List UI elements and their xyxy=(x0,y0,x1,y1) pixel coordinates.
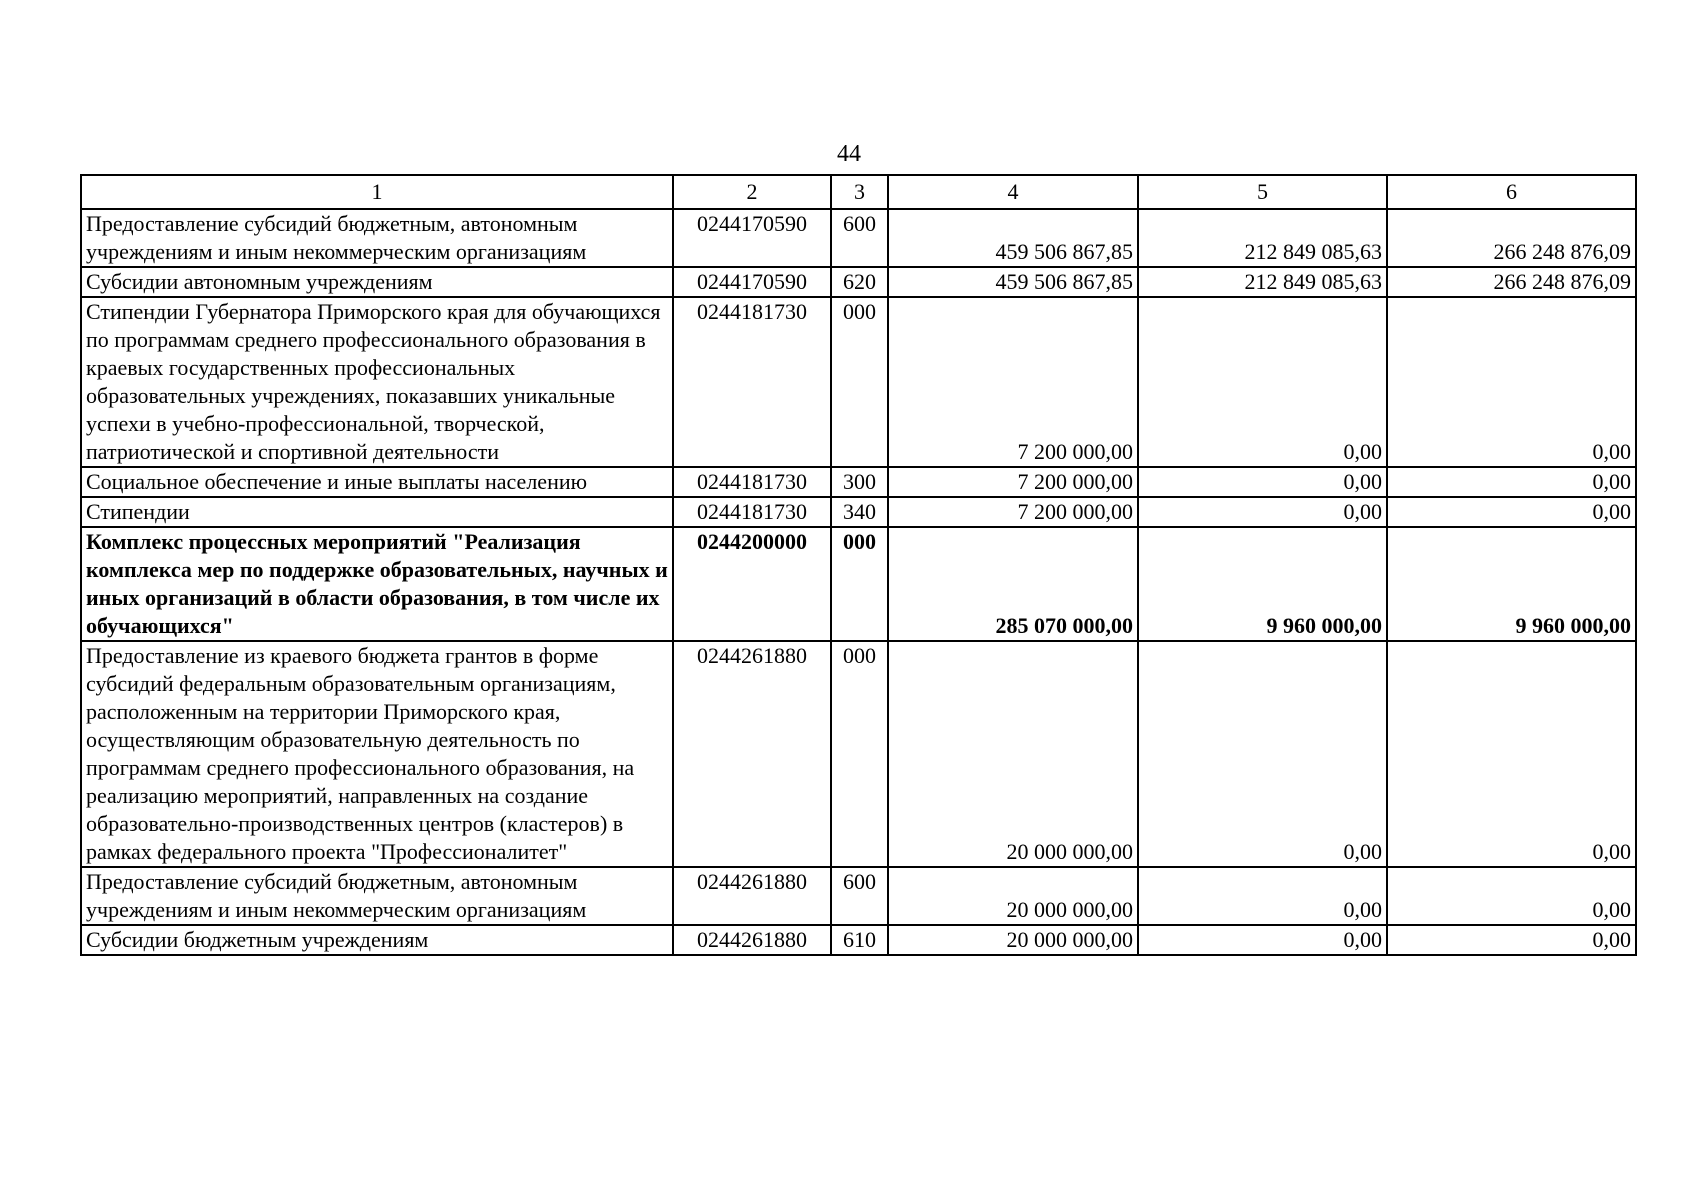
cell-amount-col5: 0,00 xyxy=(1138,867,1387,925)
cell-name: Стипендии Губернатора Приморского края для обучающихся по программам среднего профессионального образования в краевых государственных профессиональных образовательных учреждениях, показавших уникальные успехи в учебно-профессиональной, творческой, патриотической и спортивной деятельности xyxy=(81,297,673,467)
header-cell: 6 xyxy=(1387,175,1636,209)
cell-amount-col4: 7 200 000,00 xyxy=(888,297,1138,467)
cell-name: Предоставление субсидий бюджетным, автономным учреждениям и иным некоммерческим организациям xyxy=(81,209,673,267)
cell-amount-col6: 9 960 000,00 xyxy=(1387,527,1636,641)
cell-expense-type: 600 xyxy=(831,209,888,267)
header-cell: 5 xyxy=(1138,175,1387,209)
budget-table xyxy=(80,174,1637,956)
cell-amount-col6: 0,00 xyxy=(1387,297,1636,467)
cell-amount-col4: 20 000 000,00 xyxy=(888,641,1138,867)
cell-amount-col5: 212 849 085,63 xyxy=(1138,267,1387,297)
cell-amount-col4: 20 000 000,00 xyxy=(888,925,1138,955)
cell-amount-col6: 0,00 xyxy=(1387,867,1636,925)
cell-expense-type: 300 xyxy=(831,467,888,497)
cell-amount-col6: 0,00 xyxy=(1387,497,1636,527)
cell-code: 0244200000 xyxy=(673,527,831,641)
cell-code: 0244181730 xyxy=(673,467,831,497)
cell-name: Комплекс процессных мероприятий "Реализация комплекса мер по поддержке образовательных, научных и иных организаций в области образования, в том числе их обучающихся" xyxy=(81,527,673,641)
cell-code: 0244261880 xyxy=(673,641,831,867)
cell-expense-type: 000 xyxy=(831,527,888,641)
cell-code: 0244170590 xyxy=(673,209,831,267)
cell-expense-type: 000 xyxy=(831,297,888,467)
cell-expense-type: 340 xyxy=(831,497,888,527)
cell-amount-col4: 459 506 867,85 xyxy=(888,209,1138,267)
table-row xyxy=(81,925,1636,955)
cell-code: 0244261880 xyxy=(673,925,831,955)
table-row xyxy=(81,267,1636,297)
cell-name: Стипендии xyxy=(81,497,673,527)
cell-code: 0244170590 xyxy=(673,267,831,297)
header-cell: 2 xyxy=(673,175,831,209)
cell-amount-col6: 266 248 876,09 xyxy=(1387,209,1636,267)
cell-amount-col5: 0,00 xyxy=(1138,467,1387,497)
cell-amount-col6: 266 248 876,09 xyxy=(1387,267,1636,297)
cell-expense-type: 600 xyxy=(831,867,888,925)
cell-amount-col4: 7 200 000,00 xyxy=(888,467,1138,497)
cell-amount-col4: 285 070 000,00 xyxy=(888,527,1138,641)
cell-amount-col5: 0,00 xyxy=(1138,925,1387,955)
cell-amount-col6: 0,00 xyxy=(1387,467,1636,497)
cell-expense-type: 000 xyxy=(831,641,888,867)
header-cell: 4 xyxy=(888,175,1138,209)
cell-amount-col5: 0,00 xyxy=(1138,297,1387,467)
cell-amount-col5: 0,00 xyxy=(1138,497,1387,527)
table-row xyxy=(81,497,1636,527)
table-row xyxy=(81,209,1636,267)
cell-name: Субсидии бюджетным учреждениям xyxy=(81,925,673,955)
cell-amount-col5: 0,00 xyxy=(1138,641,1387,867)
cell-name: Субсидии автономным учреждениям xyxy=(81,267,673,297)
table-header-row xyxy=(81,175,1636,209)
cell-expense-type: 610 xyxy=(831,925,888,955)
cell-amount-col4: 459 506 867,85 xyxy=(888,267,1138,297)
cell-code: 0244261880 xyxy=(673,867,831,925)
cell-amount-col5: 9 960 000,00 xyxy=(1138,527,1387,641)
cell-name: Социальное обеспечение и иные выплаты населению xyxy=(81,467,673,497)
page-number: 44 xyxy=(837,141,861,167)
cell-code: 0244181730 xyxy=(673,297,831,467)
header-cell: 3 xyxy=(831,175,888,209)
cell-amount-col4: 7 200 000,00 xyxy=(888,497,1138,527)
cell-amount-col5: 212 849 085,63 xyxy=(1138,209,1387,267)
table-row xyxy=(81,297,1636,467)
table-row xyxy=(81,527,1636,641)
cell-amount-col6: 0,00 xyxy=(1387,641,1636,867)
cell-name: Предоставление из краевого бюджета грантов в форме субсидий федеральным образовательным организациям, расположенным на территории Приморского края, осуществляющим образовательную деятельность по программам среднего профессионального образования, на реализацию мероприятий, направленных на создание образовательно-производственных центров (кластеров) в рамках федерального проекта "Профессионалитет" xyxy=(81,641,673,867)
table-body xyxy=(81,175,1636,955)
table-row xyxy=(81,867,1636,925)
cell-expense-type: 620 xyxy=(831,267,888,297)
table-row xyxy=(81,467,1636,497)
cell-amount-col4: 20 000 000,00 xyxy=(888,867,1138,925)
cell-name: Предоставление субсидий бюджетным, автономным учреждениям и иным некоммерческим организациям xyxy=(81,867,673,925)
cell-code: 0244181730 xyxy=(673,497,831,527)
cell-amount-col6: 0,00 xyxy=(1387,925,1636,955)
table-row xyxy=(81,641,1636,867)
header-cell: 1 xyxy=(81,175,673,209)
